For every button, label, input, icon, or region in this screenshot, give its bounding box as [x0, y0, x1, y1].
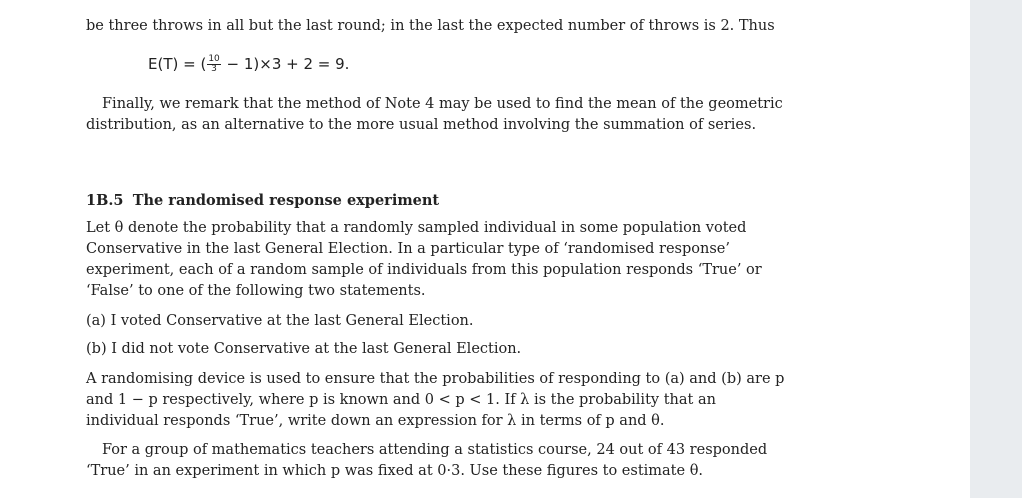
list-item-b: (b) I did not vote Conservative at the last General Election.: [86, 341, 522, 357]
formula-lhs: E(T) = (: [148, 55, 207, 73]
text-line: distribution, as an alternative to the more usual method involving the summation of series.: [86, 117, 757, 133]
section-heading: [86, 191, 886, 211]
section-number: 1B.5: [86, 192, 124, 209]
fraction-numerator: 10: [208, 54, 220, 64]
text-line: Finally, we remark that the method of Note 4 may be used to find the mean of the geometric: [102, 96, 783, 112]
formula-expected-throws: [148, 54, 349, 74]
text-line: ‘False’ to one of the following two statements.: [86, 283, 426, 299]
fraction: [207, 55, 220, 74]
text-line: Conservative in the last General Election. In a particular type of ‘randomised response’: [86, 241, 730, 257]
fraction-denominator: 3: [211, 64, 217, 74]
formula-rhs: − 1)×3 + 2 = 9.: [221, 55, 350, 73]
text-line: experiment, each of a random sample of individuals from this population responds ‘True’ or: [86, 262, 762, 278]
text-line: A randomising device is used to ensure that the probabilities of responding to (a) and (b) are p: [86, 371, 785, 387]
side-margin: [970, 0, 1022, 498]
text-line: and 1 − p respectively, where p is known and 0 < p < 1. If λ is the probability that an: [86, 392, 716, 408]
text-line: Let θ denote the probability that a randomly sampled individual in some population voted: [86, 220, 747, 236]
text-line: ‘True’ in an experiment in which p was fixed at 0·3. Use these figures to estimate θ.: [86, 463, 704, 479]
text-line: For a group of mathematics teachers attending a statistics course, 24 out of 43 responded: [102, 442, 768, 458]
text-line: be three throws in all but the last round; in the last the expected number of throws is 2. Thus: [86, 18, 775, 34]
list-item-a: (a) I voted Conservative at the last General Election.: [86, 313, 474, 329]
section-title: The randomised response experiment: [132, 192, 440, 209]
text-line: individual responds ‘True’, write down an expression for λ in terms of p and θ.: [86, 413, 665, 429]
